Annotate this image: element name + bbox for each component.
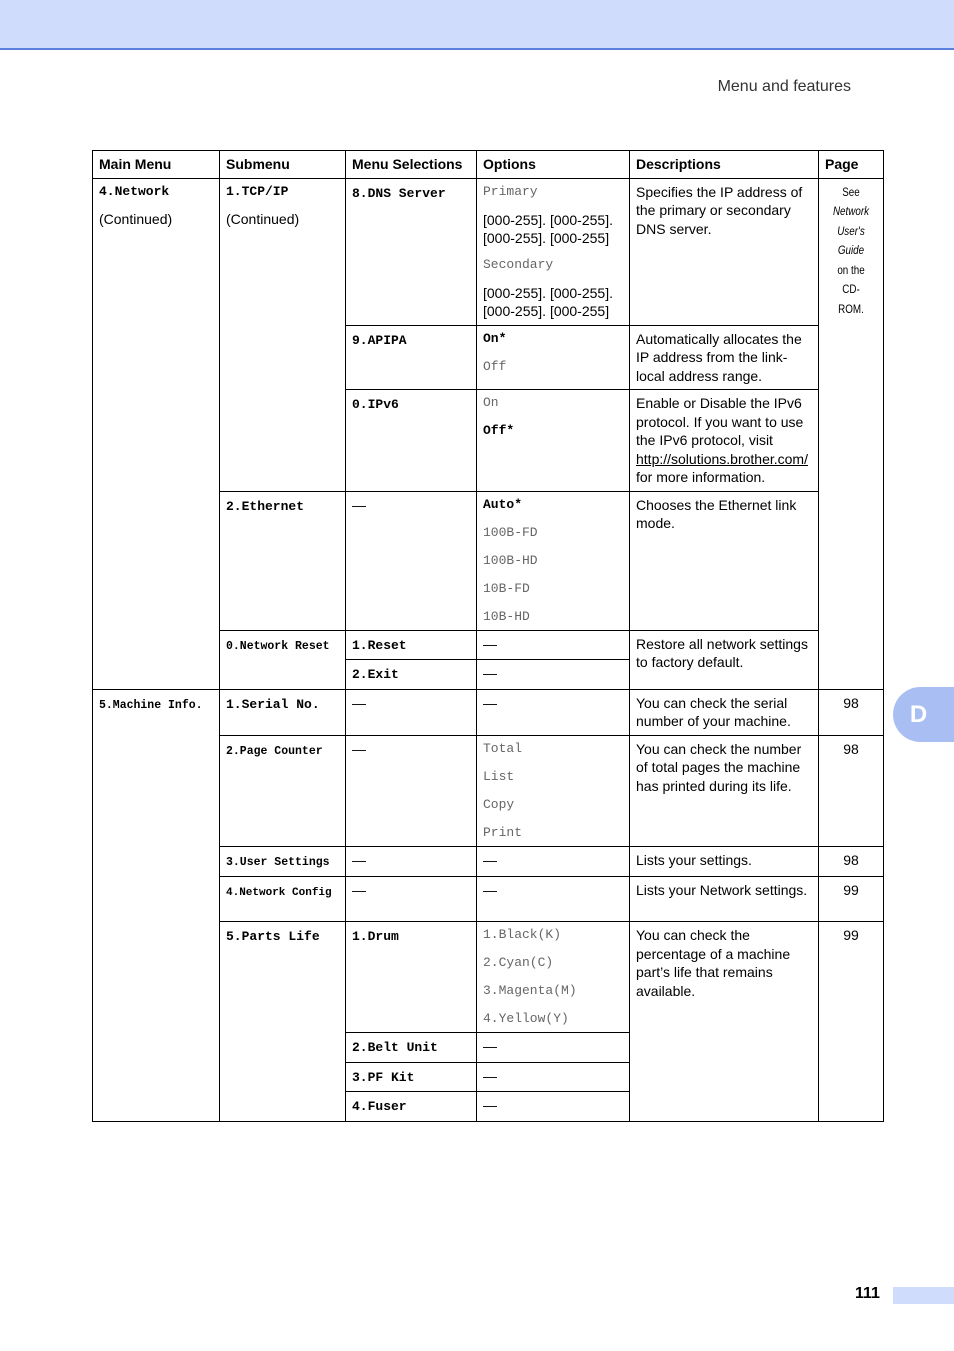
description-ipv6-tail: for more information. xyxy=(636,469,766,485)
option-yellow: 4.Yellow(Y) xyxy=(483,1011,569,1026)
page-user-settings: 98 xyxy=(819,846,884,877)
selection-reset-label: 1.Reset xyxy=(352,637,407,653)
selection-drum-label: 1.Drum xyxy=(352,929,399,944)
option-black: 1.Black(K) xyxy=(483,927,562,942)
option-copy: Copy xyxy=(483,796,515,812)
selection-pf-kit-label: 3.PF Kit xyxy=(352,1069,415,1085)
selection-ipv6 xyxy=(346,390,477,492)
selection-exit xyxy=(346,660,477,690)
submenu-parts-life xyxy=(220,922,346,1122)
description-ipv6-text: Enable or Disable the IPv6 protocol. If you want to use the IPv6 protocol, visit xyxy=(636,395,804,448)
page-page-counter: 98 xyxy=(819,735,884,846)
options-dns xyxy=(477,178,630,325)
header-bar xyxy=(0,0,954,50)
submenu-tcpip: 1.TCP/IP xyxy=(226,183,289,199)
page-see-cell xyxy=(819,178,884,689)
description-page-counter: You can check the number of total pages the machine has printed during its life. xyxy=(630,735,819,846)
option-pf-kit: — xyxy=(477,1062,630,1092)
selection-reset xyxy=(346,630,477,660)
col-submenu: Submenu xyxy=(220,151,346,179)
option-auto-default: Auto* xyxy=(483,496,523,512)
submenu-network-config-label: 4.Network Config xyxy=(226,887,332,899)
main-menu-network: 4.Network xyxy=(99,183,170,199)
option-serial: — xyxy=(477,689,630,735)
table-header-row xyxy=(93,151,884,179)
selection-fuser xyxy=(346,1092,477,1122)
selection-apipa-label: 9.APIPA xyxy=(352,332,407,348)
options-drum xyxy=(477,922,630,1033)
col-menu-selections: Menu Selections xyxy=(346,151,477,179)
description-network-reset: Restore all network settings to factory default. xyxy=(630,630,819,689)
option-user-settings: — xyxy=(477,846,630,877)
selection-serial: — xyxy=(346,689,477,735)
option-on: On xyxy=(483,395,499,410)
submenu-network-reset xyxy=(220,630,346,689)
option-secondary-range: [000-255]. [000-255]. [000-255]. [000-255] xyxy=(483,284,613,319)
option-reset: — xyxy=(477,630,630,660)
see-guide: Guide xyxy=(837,243,865,257)
submenu-user-settings xyxy=(220,846,346,877)
main-menu-network-cell xyxy=(93,178,220,689)
selection-dns xyxy=(346,178,477,325)
option-fuser: — xyxy=(477,1092,630,1122)
options-ipv6 xyxy=(477,390,630,492)
description-serial: You can check the serial number of your machine. xyxy=(630,689,819,735)
col-page: Page xyxy=(819,151,884,179)
submenu-page-counter-label: 2.Page Counter xyxy=(226,744,323,758)
menu-table xyxy=(92,150,884,1122)
col-options: Options xyxy=(477,151,630,179)
brother-solutions-link[interactable]: http://solutions.brother.com/ xyxy=(636,450,808,467)
footer-bar xyxy=(893,1287,954,1304)
page-network-config: 99 xyxy=(819,877,884,922)
selection-belt-unit xyxy=(346,1033,477,1063)
submenu-continued: (Continued) xyxy=(226,211,300,227)
option-list: List xyxy=(483,768,515,784)
selection-drum xyxy=(346,922,477,1033)
selection-belt-unit-label: 2.Belt Unit xyxy=(352,1040,438,1055)
section-title: Menu and features xyxy=(717,78,851,95)
see-users: User's xyxy=(837,223,865,238)
option-off-default: Off* xyxy=(483,423,515,438)
col-descriptions: Descriptions xyxy=(630,151,819,179)
selection-dns-label: 8.DNS Server xyxy=(352,185,446,201)
options-ethernet xyxy=(477,491,630,630)
options-apipa xyxy=(477,325,630,390)
option-print: Print xyxy=(483,824,523,840)
description-ipv6 xyxy=(630,390,819,492)
see-label: See xyxy=(842,184,860,199)
description-apipa: Automatically allocates the IP address from the link-local address range. xyxy=(630,325,819,390)
submenu-serial-label: 1.Serial No. xyxy=(226,696,320,712)
table-row xyxy=(93,689,884,735)
selection-ethernet: — xyxy=(346,491,477,630)
selection-fuser-label: 4.Fuser xyxy=(352,1099,407,1114)
option-on-default: On* xyxy=(483,330,507,346)
selection-user-settings: — xyxy=(346,846,477,877)
main-menu-continued: (Continued) xyxy=(99,211,173,227)
option-100b-fd: 100B-FD xyxy=(483,524,538,540)
selection-apipa xyxy=(346,325,477,390)
submenu-tcpip-cell xyxy=(220,178,346,491)
submenu-user-settings-label: 3.User Settings xyxy=(226,855,330,869)
see-cdrom: CD-ROM. xyxy=(838,282,864,316)
selection-exit-label: 2.Exit xyxy=(352,667,399,682)
option-primary-range: [000-255]. [000-255]. [000-255]. [000-255] xyxy=(483,211,613,246)
option-total: Total xyxy=(483,740,523,756)
option-secondary: Secondary xyxy=(483,256,554,272)
submenu-network-reset-label: 0.Network Reset xyxy=(226,639,330,653)
page-number: 111 xyxy=(855,1285,880,1302)
description-parts-life: You can check the percentage of a machine part’s life that remains available. xyxy=(630,922,819,1122)
see-on-the: on the xyxy=(837,262,865,277)
option-cyan: 2.Cyan(C) xyxy=(483,955,554,970)
main-menu-machine-info-cell xyxy=(93,689,220,1121)
option-exit: — xyxy=(477,660,630,690)
options-page-counter xyxy=(477,735,630,846)
description-ethernet: Chooses the Ethernet link mode. xyxy=(630,491,819,630)
selection-ipv6-label: 0.IPv6 xyxy=(352,397,399,412)
main-menu-machine-info: 5.Machine Info. xyxy=(99,698,203,712)
option-10b-hd: 10B-HD xyxy=(483,608,530,624)
submenu-serial xyxy=(220,689,346,735)
submenu-page-counter xyxy=(220,735,346,846)
page-serial: 98 xyxy=(819,689,884,735)
see-network-users-guide xyxy=(830,183,873,320)
description-dns: Specifies the IP address of the primary or secondary DNS server. xyxy=(630,178,819,325)
option-off: Off xyxy=(483,358,507,374)
submenu-parts-life-label: 5.Parts Life xyxy=(226,929,320,944)
description-user-settings: Lists your settings. xyxy=(630,846,819,877)
option-belt-unit: — xyxy=(477,1033,630,1063)
selection-pf-kit xyxy=(346,1062,477,1092)
chapter-tab[interactable]: D xyxy=(893,687,954,742)
option-100b-hd: 100B-HD xyxy=(483,552,538,568)
see-network: Network xyxy=(832,204,870,218)
table-row xyxy=(93,178,884,325)
description-network-config: Lists your Network settings. xyxy=(630,877,819,922)
submenu-network-config xyxy=(220,877,346,922)
col-main-menu: Main Menu xyxy=(93,151,220,179)
submenu-ethernet-label: 2.Ethernet xyxy=(226,498,305,514)
page-parts-life: 99 xyxy=(819,922,884,1122)
selection-network-config: — xyxy=(346,877,477,922)
option-primary: Primary xyxy=(483,183,538,199)
option-magenta: 3.Magenta(M) xyxy=(483,983,577,998)
submenu-ethernet xyxy=(220,491,346,630)
option-10b-fd: 10B-FD xyxy=(483,580,530,596)
selection-page-counter: — xyxy=(346,735,477,846)
option-network-config: — xyxy=(477,877,630,922)
